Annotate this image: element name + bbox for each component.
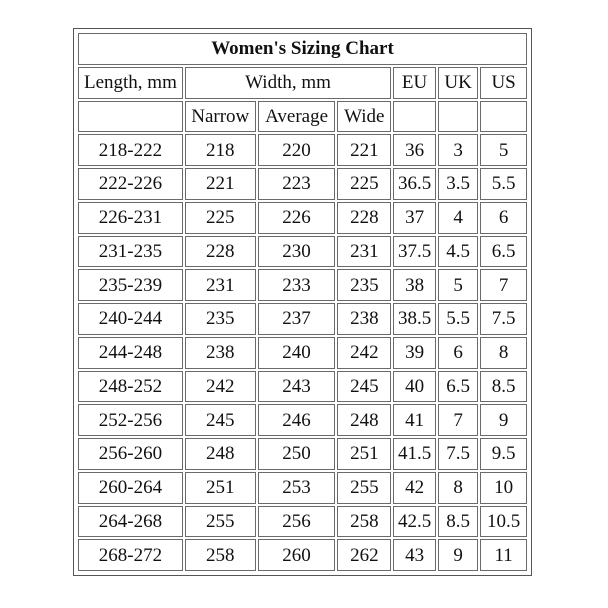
wide-cell: 235	[337, 269, 391, 301]
average-cell: 233	[258, 269, 336, 301]
sizing-table	[76, 31, 529, 573]
uk-cell: 6.5	[438, 371, 478, 403]
narrow-cell: 235	[185, 303, 256, 335]
header-row	[78, 67, 527, 99]
uk-cell: 6	[438, 337, 478, 369]
eu-cell: 37.5	[393, 236, 436, 268]
length-cell: 235-239	[78, 269, 183, 301]
wide-cell: 221	[337, 134, 391, 166]
uk-cell: 8.5	[438, 506, 478, 538]
length-cell: 226-231	[78, 202, 183, 234]
us-cell: 6.5	[480, 236, 527, 268]
length-cell: 252-256	[78, 404, 183, 436]
uk-cell: 9	[438, 539, 478, 571]
table-row	[78, 168, 527, 200]
us-cell: 10	[480, 472, 527, 504]
uk-cell: 5.5	[438, 303, 478, 335]
empty-subheader-cell	[480, 101, 527, 133]
narrow-cell: 258	[185, 539, 256, 571]
uk-cell: 3.5	[438, 168, 478, 200]
length-header: Length, mm	[78, 67, 183, 99]
eu-cell: 36.5	[393, 168, 436, 200]
eu-cell: 42.5	[393, 506, 436, 538]
table-row	[78, 539, 527, 571]
average-cell: 223	[258, 168, 336, 200]
uk-cell: 8	[438, 472, 478, 504]
eu-cell: 38.5	[393, 303, 436, 335]
width-header: Width, mm	[185, 67, 391, 99]
table-row	[78, 202, 527, 234]
uk-cell: 4	[438, 202, 478, 234]
table-row	[78, 506, 527, 538]
average-cell: 230	[258, 236, 336, 268]
eu-cell: 39	[393, 337, 436, 369]
empty-subheader-cell	[78, 101, 183, 133]
length-cell: 256-260	[78, 438, 183, 470]
narrow-cell: 245	[185, 404, 256, 436]
length-cell: 218-222	[78, 134, 183, 166]
average-cell: 260	[258, 539, 336, 571]
wide-cell: 248	[337, 404, 391, 436]
table-row	[78, 236, 527, 268]
average-cell: 237	[258, 303, 336, 335]
table-row	[78, 472, 527, 504]
wide-cell: 251	[337, 438, 391, 470]
length-cell: 244-248	[78, 337, 183, 369]
average-cell: 246	[258, 404, 336, 436]
us-cell: 7.5	[480, 303, 527, 335]
eu-cell: 38	[393, 269, 436, 301]
narrow-cell: 251	[185, 472, 256, 504]
average-cell: 226	[258, 202, 336, 234]
narrow-cell: 238	[185, 337, 256, 369]
wide-cell: 225	[337, 168, 391, 200]
us-cell: 9	[480, 404, 527, 436]
average-cell: 240	[258, 337, 336, 369]
table-row	[78, 303, 527, 335]
wide-cell: 242	[337, 337, 391, 369]
length-cell: 248-252	[78, 371, 183, 403]
eu-cell: 40	[393, 371, 436, 403]
table-row	[78, 404, 527, 436]
us-cell: 5.5	[480, 168, 527, 200]
eu-cell: 43	[393, 539, 436, 571]
empty-subheader-cell	[393, 101, 436, 133]
eu-cell: 36	[393, 134, 436, 166]
average-header: Average	[258, 101, 336, 133]
wide-cell: 258	[337, 506, 391, 538]
uk-cell: 7.5	[438, 438, 478, 470]
wide-cell: 255	[337, 472, 391, 504]
eu-cell: 37	[393, 202, 436, 234]
length-cell: 268-272	[78, 539, 183, 571]
wide-header: Wide	[337, 101, 391, 133]
narrow-cell: 218	[185, 134, 256, 166]
sizing-chart	[73, 28, 532, 576]
narrow-cell: 221	[185, 168, 256, 200]
us-header: US	[480, 67, 527, 99]
us-cell: 10.5	[480, 506, 527, 538]
narrow-cell: 228	[185, 236, 256, 268]
length-cell: 264-268	[78, 506, 183, 538]
us-cell: 9.5	[480, 438, 527, 470]
uk-cell: 3	[438, 134, 478, 166]
title-row	[78, 33, 527, 65]
narrow-cell: 231	[185, 269, 256, 301]
table-row	[78, 134, 527, 166]
eu-cell: 42	[393, 472, 436, 504]
narrow-cell: 248	[185, 438, 256, 470]
uk-cell: 5	[438, 269, 478, 301]
narrow-cell: 225	[185, 202, 256, 234]
us-cell: 7	[480, 269, 527, 301]
length-cell: 260-264	[78, 472, 183, 504]
average-cell: 220	[258, 134, 336, 166]
table-row	[78, 269, 527, 301]
eu-header: EU	[393, 67, 436, 99]
average-cell: 243	[258, 371, 336, 403]
uk-cell: 7	[438, 404, 478, 436]
us-cell: 11	[480, 539, 527, 571]
wide-cell: 228	[337, 202, 391, 234]
table-row	[78, 371, 527, 403]
table-row	[78, 337, 527, 369]
length-cell: 231-235	[78, 236, 183, 268]
wide-cell: 245	[337, 371, 391, 403]
narrow-cell: 242	[185, 371, 256, 403]
narrow-cell: 255	[185, 506, 256, 538]
us-cell: 5	[480, 134, 527, 166]
average-cell: 250	[258, 438, 336, 470]
eu-cell: 41	[393, 404, 436, 436]
table-row	[78, 438, 527, 470]
length-cell: 222-226	[78, 168, 183, 200]
empty-subheader-cell	[438, 101, 478, 133]
table-body	[78, 33, 527, 571]
narrow-header: Narrow	[185, 101, 256, 133]
us-cell: 8	[480, 337, 527, 369]
wide-cell: 262	[337, 539, 391, 571]
average-cell: 256	[258, 506, 336, 538]
us-cell: 6	[480, 202, 527, 234]
subheader-row	[78, 101, 527, 133]
eu-cell: 41.5	[393, 438, 436, 470]
length-cell: 240-244	[78, 303, 183, 335]
wide-cell: 231	[337, 236, 391, 268]
uk-cell: 4.5	[438, 236, 478, 268]
chart-title: Women's Sizing Chart	[78, 33, 527, 65]
us-cell: 8.5	[480, 371, 527, 403]
uk-header: UK	[438, 67, 478, 99]
average-cell: 253	[258, 472, 336, 504]
wide-cell: 238	[337, 303, 391, 335]
